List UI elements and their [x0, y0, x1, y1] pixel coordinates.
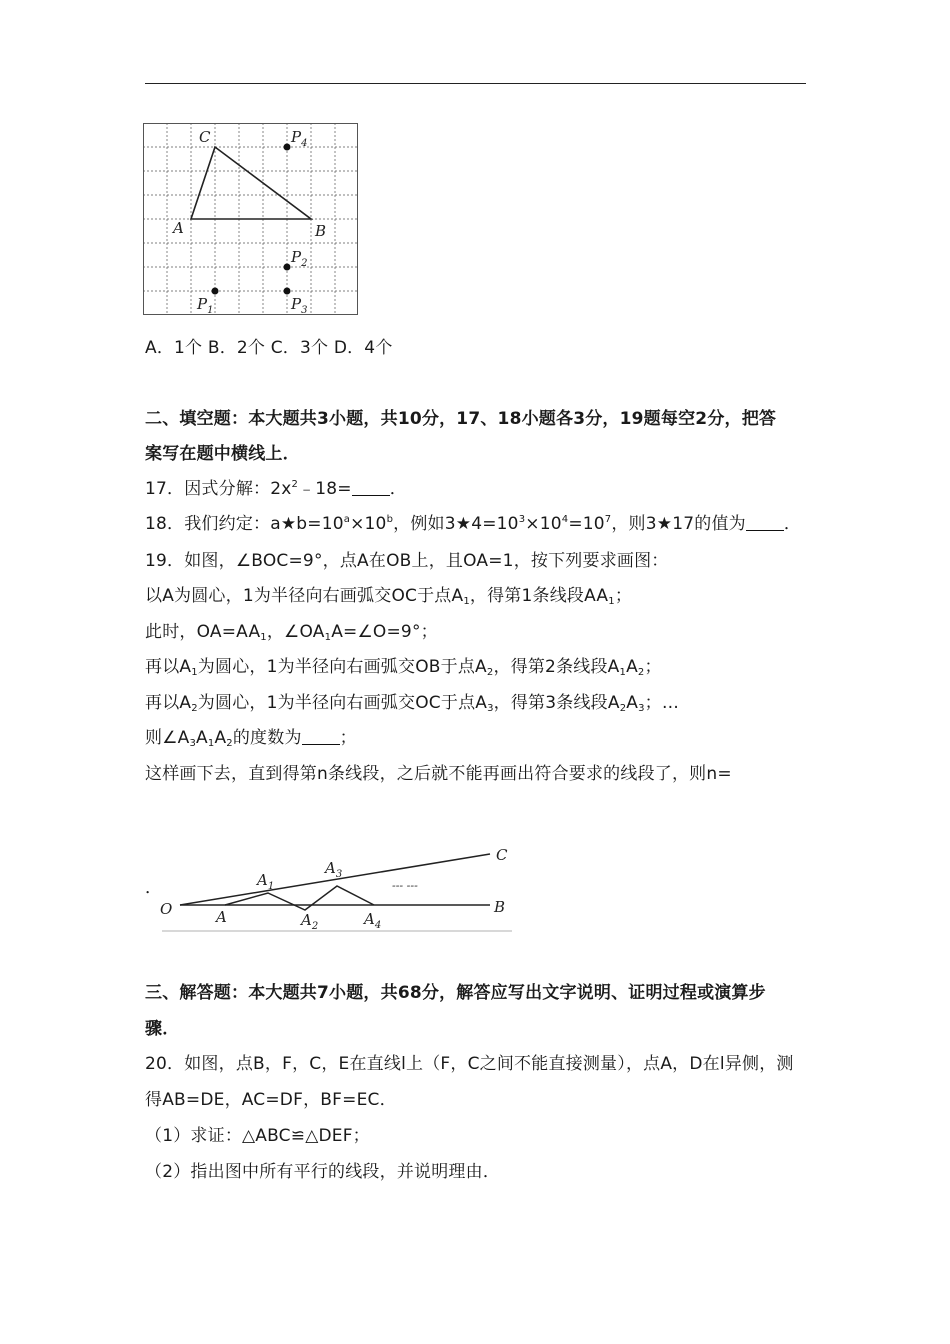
section3-heading-line1: 三、解答题：本大题共7小题，共68分，解答应写出文字说明、证明过程或演算步 [145, 983, 766, 1003]
triangle-abc [191, 147, 311, 219]
q20-line1: 20．如图，点B，F，C，E在直线l上（F，C之间不能直接测量），点A，D在l异侧，测 [145, 1054, 794, 1074]
q19-line2: 以A为圆心，1为半径向右画弧交OC于点$A_1$，得第1条线段$AA_1$； [145, 586, 633, 607]
q20-part1: （1）求证：△ABC≌△DEF； [145, 1126, 370, 1146]
q18-exp: b [386, 514, 394, 525]
q17-answer-blank[interactable] [352, 480, 390, 496]
q17-text: 17．因式分解：2x [145, 479, 292, 499]
q18-exp: 4 [561, 514, 569, 525]
point-p4 [284, 144, 291, 151]
grid-triangle-figure [143, 123, 361, 318]
q17-suffix: ． [389, 479, 407, 499]
label-dots: --- --- [392, 879, 418, 892]
label-a: A [173, 219, 184, 237]
segment-chain [225, 886, 374, 910]
q18-part: 18．我们约定：a★b=10 [145, 514, 344, 534]
section2-heading-line1: 二、填空题：本大题共3小题，共10分，17、18小题各3分，19题每空2分，把答 [145, 409, 777, 429]
q18-exp: 3 [518, 514, 526, 525]
q18-part: =10 [568, 514, 605, 534]
q19-trailing-dot: ． [145, 878, 163, 898]
q19-answer-blank-1[interactable] [302, 729, 340, 745]
q18-answer-blank[interactable] [746, 515, 784, 531]
q20-line2: 得AB=DE，AC=DF，BF=EC． [145, 1090, 397, 1110]
label-p4: $P_4$ [291, 128, 308, 149]
q18-end: ． [783, 514, 802, 534]
q18-part: ×10 [525, 514, 562, 534]
question-18 [145, 509, 801, 534]
section3-heading-line2: 骤． [145, 1019, 180, 1039]
label-c: C [496, 846, 508, 864]
label-p1: $P_1$ [197, 295, 214, 316]
q18-exp: 7 [604, 514, 612, 525]
q18-exp: a [343, 514, 351, 525]
q16-options: A．1个 B．2个 C．3个 D．4个 [145, 338, 393, 358]
q18-part: ，例如3★4=10 [393, 514, 519, 534]
q18-part: ，则3★17的值为 [611, 514, 746, 534]
section2-heading-line2: 案写在题中横线上． [145, 444, 300, 464]
question-17 [145, 474, 407, 499]
q19-line7: 这样画下去，直到得第n条线段，之后就不能再画出符合要求的线段了，则n= [145, 764, 732, 784]
label-b: B [494, 898, 506, 916]
point-p1 [212, 288, 219, 295]
label-b: B [315, 222, 327, 240]
label-a: A [216, 908, 227, 926]
q18-part: ×10 [350, 514, 387, 534]
q19-line6: 则$\angle A_3A_1A_2$的度数为 ； [145, 728, 357, 749]
q19-line5: 再以$A_2$为圆心，1为半径向右画弧交OC于点$A_3$，得第3条线段$A_2A_3$；… [145, 693, 680, 714]
label-a1: $A_1$ [257, 871, 275, 892]
q19-line1: 19．如图，∠BOC=9°，点A在OB上，且OA=1，按下列要求画图： [145, 551, 669, 571]
label-a3: $A_3$ [325, 859, 343, 880]
label-p2: $P_2$ [291, 248, 308, 269]
label-c: C [199, 128, 211, 146]
angle-construction-figure [150, 842, 520, 934]
q20-part2: （2）指出图中所有平行的线段，并说明理由． [145, 1162, 501, 1182]
q17-text-rest: ﹣18= [298, 479, 352, 499]
q17-exponent: 2 [291, 479, 299, 490]
label-o: O [160, 900, 173, 918]
q19-line4: 再以$A_1$为圆心，1为半径向右画弧交OB于点$A_2$，得第2条线段$A_1A_2$； [145, 657, 662, 678]
point-p2 [284, 264, 291, 271]
label-p3: $P_3$ [291, 295, 308, 316]
point-p3 [284, 288, 291, 295]
header-rule [145, 83, 806, 84]
q19-line3: 此时，$OA=AA_1$，$\angle OA_1A=\angle O=9^\circ$； [145, 622, 438, 643]
label-a4: $A_4$ [364, 910, 382, 931]
label-a2: $A_2$ [301, 911, 319, 932]
